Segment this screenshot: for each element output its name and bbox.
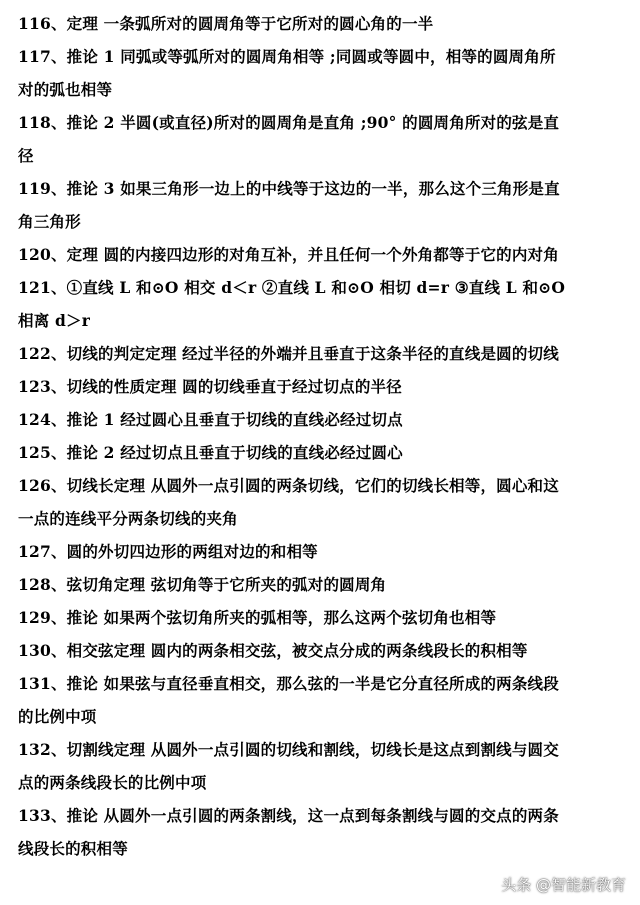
text-line: 对的弧也相等 (18, 80, 113, 99)
text-line: 119、推论 3 如果三角形一边上的中线等于这边的一半，那么这个三角形是直 (18, 179, 560, 198)
text-line: 123、切线的性质定理 圆的切线垂直于经过切点的半径 (18, 377, 402, 396)
text-line: 130、相交弦定理 圆内的两条相交弦，被交点分成的两条线段长的积相等 (18, 641, 528, 660)
text-line: 径 (18, 146, 34, 165)
text-line: 124、推论 1 经过圆心且垂直于切线的直线必经过切点 (18, 410, 403, 429)
text-line: 点的两条线段长的比例中项 (18, 773, 207, 792)
text-line: 121、①直线 L 和⊙O 相交 d＜r ②直线 L 和⊙O 相切 d=r ③直线 L 和⊙O (18, 278, 566, 297)
watermark: 头条 @智能新教育 (501, 876, 626, 894)
text-line: 118、推论 2 半圆(或直径)所对的圆周角是直角 ;90° 的圆周角所对的弦是直 (18, 113, 560, 132)
text-line: 131、推论 如果弦与直径垂直相交，那么弦的一半是它分直径所成的两条线段 (18, 674, 559, 693)
text-line: 128、弦切角定理 弦切角等于它所夹的弧对的圆周角 (18, 575, 387, 594)
text-line: 相离 d＞r (18, 311, 91, 330)
text-line: 122、切线的判定定理 经过半径的外端并且垂直于这条半径的直线是圆的切线 (18, 344, 559, 363)
text-line: 127、圆的外切四边形的两组对边的和相等 (18, 542, 318, 561)
text-line: 117、推论 1 同弧或等弧所对的圆周角相等 ;同圆或等圆中，相等的圆周角所 (18, 47, 556, 66)
text-line: 一点的连线平分两条切线的夹角 (18, 509, 238, 528)
text-line: 125、推论 2 经过切点且垂直于切线的直线必经过圆心 (18, 443, 403, 462)
text-line: 的比例中项 (18, 707, 97, 726)
text-line: 角三角形 (18, 212, 81, 231)
text-line: 116、定理 一条弧所对的圆周角等于它所对的圆心角的一半 (18, 14, 434, 33)
text-line: 133、推论 从圆外一点引圆的两条割线，这一点到每条割线与圆的交点的两条 (18, 806, 559, 825)
text-line: 126、切线长定理 从圆外一点引圆的两条切线，它们的切线长相等，圆心和这 (18, 476, 559, 495)
text-line: 129、推论 如果两个弦切角所夹的弧相等，那么这两个弦切角也相等 (18, 608, 497, 627)
text-line: 120、定理 圆的内接四边形的对角互补，并且任何一个外角都等于它的内对角 (18, 245, 559, 264)
text-line: 132、切割线定理 从圆外一点引圆的切线和割线，切线长是这点到割线与圆交 (18, 740, 559, 759)
text-line: 线段长的积相等 (18, 839, 128, 858)
